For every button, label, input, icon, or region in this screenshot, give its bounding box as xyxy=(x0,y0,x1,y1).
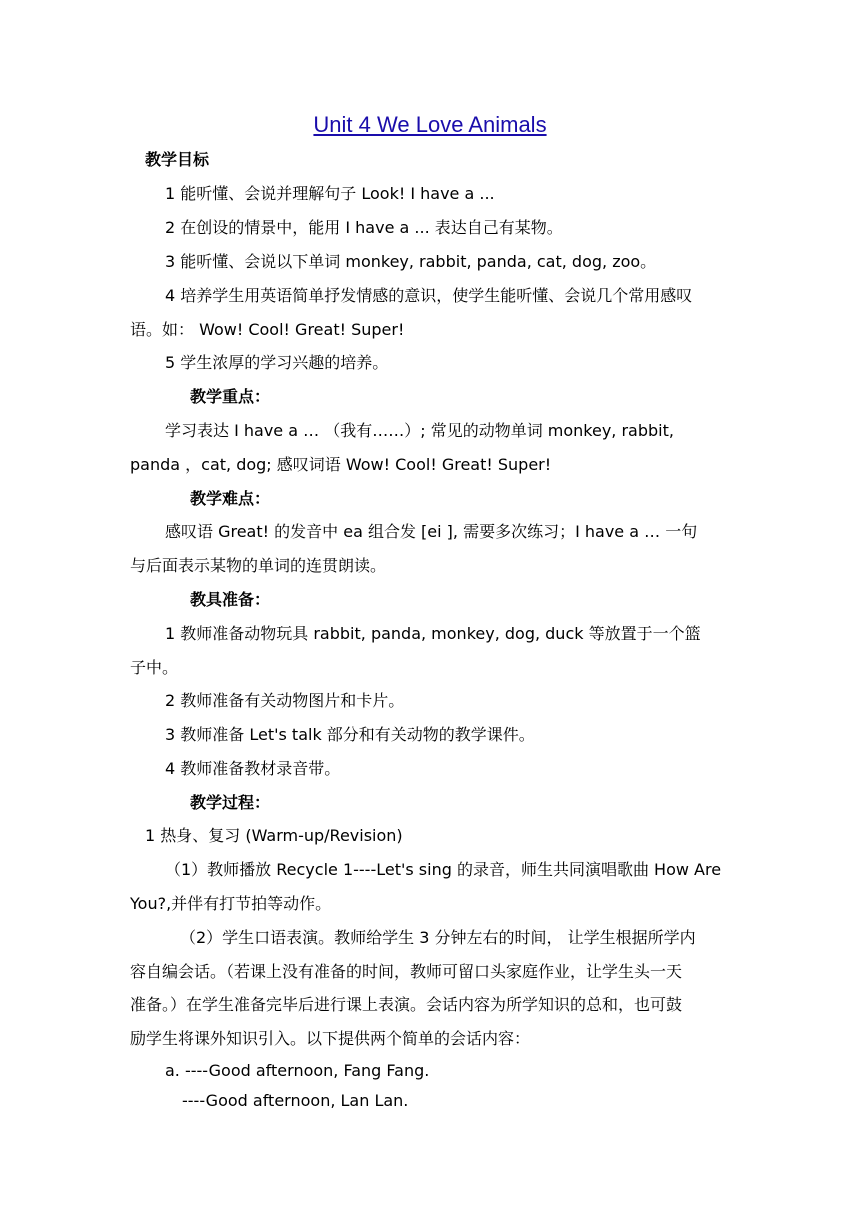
procedure-paragraph-continued: 容自编会话。（若课上没有准备的时间，教师可留口头家庭作业，让学生头一天 xyxy=(130,962,683,981)
dialogue-line: ----Good afternoon, Lan Lan. xyxy=(182,1091,409,1110)
difficulties-text-continued: 与后面表示某物的单词的连贯朗读。 xyxy=(130,556,387,575)
section-heading-key-points: 教学重点： xyxy=(190,387,271,406)
dialogue-line: a. ----Good afternoon, Fang Fang. xyxy=(165,1061,430,1080)
objective-item: 2 在创设的情景中，能用 I have a ... 表达自己有某物。 xyxy=(165,218,563,237)
objective-item: 5 学生浓厚的学习兴趣的培养。 xyxy=(165,353,389,372)
procedure-step: 1 热身、复习 (Warm-up/Revision) xyxy=(145,826,403,845)
teaching-aid-item: 2 教师准备有关动物图片和卡片。 xyxy=(165,691,405,710)
teaching-aid-item: 1 教师准备动物玩具 rabbit, panda, monkey, dog, duck 等放置于一个篮 xyxy=(165,624,701,643)
procedure-paragraph: （1）教师播放 Recycle 1----Let's sing 的录音，师生共同演唱歌曲 How Are xyxy=(165,860,722,879)
teaching-aid-item: 3 教师准备 Let's talk 部分和有关动物的教学课件。 xyxy=(165,725,535,744)
objective-item-continued: 语。如： Wow! Cool! Great! Super! xyxy=(130,320,405,339)
key-points-text-continued: panda ，cat, dog; 感叹词语 Wow! Cool! Great! Super! xyxy=(130,455,552,474)
objective-item: 3 能听懂、会说以下单词 monkey, rabbit, panda, cat, dog, zoo。 xyxy=(165,252,657,271)
teaching-aid-item-continued: 子中。 xyxy=(130,658,179,677)
procedure-paragraph-continued: You?,并伴有打节拍等动作。 xyxy=(130,894,332,913)
procedure-paragraph: （2）学生口语表演。教师给学生 3 分钟左右的时间， 让学生根据所学内 xyxy=(180,928,696,947)
procedure-paragraph-continued: 励学生将课外知识引入。以下提供两个简单的会话内容： xyxy=(130,1029,531,1048)
section-heading-objectives: 教学目标 xyxy=(145,150,210,169)
objective-item: 1 能听懂、会说并理解句子 Look! I have a ... xyxy=(165,184,495,203)
difficulties-text: 感叹语 Great! 的发音中 ea 组合发 [ei ], 需要多次练习；I have a … 一句 xyxy=(165,522,698,541)
teaching-aid-item: 4 教师准备教材录音带。 xyxy=(165,759,341,778)
key-points-text: 学习表达 I have a … （我有……）; 常见的动物单词 monkey, rabbit, xyxy=(165,421,674,440)
objective-item: 4 培养学生用英语简单抒发情感的意识，使学生能听懂、会说几个常用感叹 xyxy=(165,286,693,305)
section-heading-teaching-aids: 教具准备： xyxy=(190,590,271,609)
section-heading-difficulties: 教学难点： xyxy=(190,489,271,508)
document-title[interactable]: Unit 4 We Love Animals xyxy=(313,112,547,137)
section-heading-procedure: 教学过程： xyxy=(190,793,271,812)
procedure-paragraph-continued: 准备。）在学生准备完毕后进行课上表演。会话内容为所学知识的总和，也可鼓 xyxy=(130,995,683,1014)
